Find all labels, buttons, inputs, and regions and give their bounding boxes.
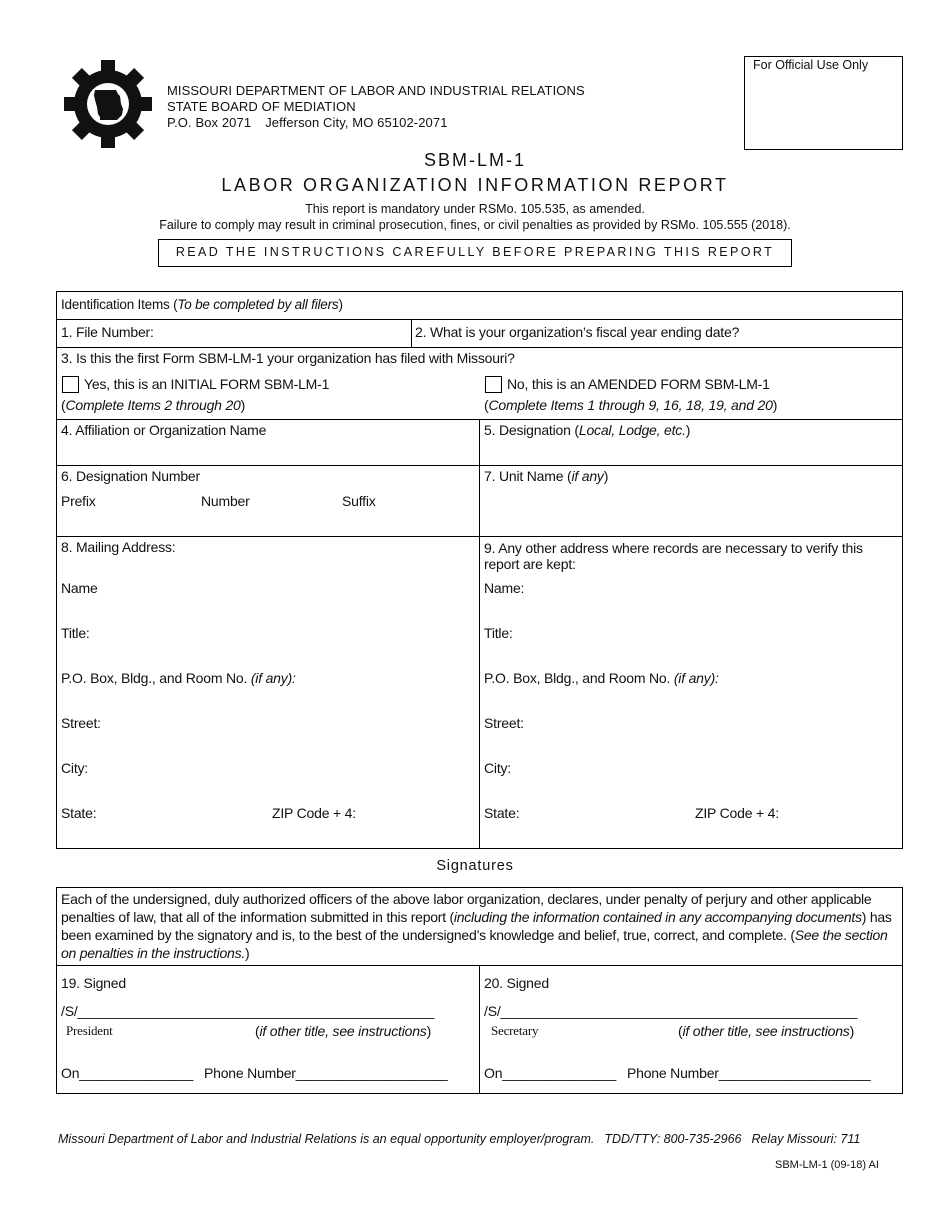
official-use-box: [744, 56, 903, 150]
designation-label: 5. Designation (Local, Lodge, etc.): [484, 422, 691, 438]
mailing-address-label: 8. Mailing Address:: [61, 539, 176, 555]
agency-mailing: [167, 115, 585, 131]
board-name: STATE BOARD OF MEDIATION: [167, 99, 356, 114]
amended-form-note: (Complete Items 1 through 9, 16, 18, 19, and 20): [484, 397, 778, 413]
tdd-number: TDD/TTY: 800-735-2966: [604, 1132, 742, 1146]
po-box-text: P.O. Box 2071: [167, 115, 252, 130]
eoe-statement: Missouri Department of Labor and Industrial Relations is an equal opportunity employer/program.: [58, 1132, 595, 1146]
official-use-label: For Official Use Only: [753, 58, 869, 72]
first-filing-question: 3. Is this the first Form SBM-LM-1 your organization has filed with Missouri?: [61, 350, 515, 366]
mailing-po-box-label: P.O. Box, Bldg., and Room No. (if any):: [61, 670, 296, 686]
designation-number-label: 6. Designation Number: [61, 468, 200, 484]
form-number: SBM-LM-1 (09-18) AI: [775, 1159, 879, 1171]
initial-form-note: (Complete Items 2 through 20): [61, 397, 246, 413]
prefix-label: Prefix: [61, 493, 96, 509]
form-title: LABOR ORGANIZATION INFORMATION REPORT: [221, 175, 729, 195]
agency-name: MISSOURI DEPARTMENT OF LABOR AND INDUSTRIAL RELATIONS: [167, 83, 585, 98]
president-signature-line[interactable]: /S/_______________________________________________: [61, 1003, 435, 1019]
records-street-label: Street:: [484, 715, 524, 731]
mailing-title-label: Title:: [61, 625, 90, 641]
relay-number: Relay Missouri: 711: [751, 1132, 861, 1146]
records-name-label: Name:: [484, 580, 525, 596]
secretary-signed-label: 20. Signed: [484, 975, 549, 991]
organization-name-label: 4. Affiliation or Organization Name: [61, 422, 267, 438]
records-address-label: 9. Any other address where records are necessary to verify this report are kept:: [484, 540, 863, 572]
president-signed-label: 19. Signed: [61, 975, 126, 991]
signatures-heading: Signatures: [436, 858, 514, 874]
mailing-city-label: City:: [61, 760, 89, 776]
mailing-name-label: Name: [61, 580, 98, 596]
secretary-date-line[interactable]: On_______________: [484, 1065, 617, 1081]
declaration-text: Each of the undersigned, duly authorized officers of the above labor organization, declares, under penalty of perjury and other applicable penalties of law, that all of the information submitted in this report (including the information contained in any accompanying documents) has been examined by the signatory and is, to the best of the undersigned’s knowledge and belief, true, correct, and complete. (See the section on penalties in the instructions.): [61, 891, 892, 961]
secretary-phone-line[interactable]: Phone Number____________________: [627, 1065, 871, 1081]
department-seal-logo: [64, 60, 152, 148]
records-state-label: State:: [484, 805, 520, 821]
records-zip-label: ZIP Code + 4:: [695, 805, 779, 821]
suffix-label: Suffix: [342, 493, 376, 509]
records-po-box-label: P.O. Box, Bldg., and Room No. (if any):: [484, 670, 719, 686]
amended-form-checkbox[interactable]: [485, 376, 502, 393]
mailing-zip-label: ZIP Code + 4:: [272, 805, 356, 821]
city-text: Jefferson City, MO 65102-2071: [265, 115, 448, 130]
fiscal-year-label: 2. What is your organization’s fiscal year ending date?: [415, 324, 740, 340]
identification-section: [56, 291, 903, 849]
form-id: SBM-LM-1: [423, 150, 526, 170]
footer-notice: [58, 1132, 860, 1146]
penalty-notice: Failure to comply may result in criminal prosecution, fines, or civil penalties as provided by RSMo. 105.555 (2018).: [159, 218, 791, 232]
president-other-title-note: (if other title, see instructions): [255, 1023, 432, 1039]
amended-form-label: No, this is an AMENDED FORM SBM-LM-1: [507, 376, 770, 392]
secretary-title: Secretary: [491, 1023, 539, 1038]
initial-form-checkbox[interactable]: [62, 376, 79, 393]
initial-form-label: Yes, this is an INITIAL FORM SBM-LM-1: [84, 376, 330, 392]
president-date-line[interactable]: On_______________: [61, 1065, 194, 1081]
file-number-label: 1. File Number:: [61, 324, 154, 340]
mailing-street-label: Street:: [61, 715, 101, 731]
mailing-state-label: State:: [61, 805, 97, 821]
signatures-section: [56, 887, 903, 1094]
read-instructions-banner: READ THE INSTRUCTIONS CAREFULLY BEFORE PREPARING THIS REPORT: [158, 239, 792, 267]
president-title: President: [66, 1023, 113, 1038]
president-phone-line[interactable]: Phone Number____________________: [204, 1065, 448, 1081]
mandatory-notice: This report is mandatory under RSMo. 105.535, as amended.: [305, 202, 645, 216]
records-title-label: Title:: [484, 625, 513, 641]
agency-address: [167, 83, 585, 131]
identification-heading: Identification Items (To be completed by all filers): [61, 297, 343, 312]
number-label: Number: [201, 493, 250, 509]
secretary-signature-line[interactable]: /S/_______________________________________________: [484, 1003, 858, 1019]
secretary-other-title-note: (if other title, see instructions): [678, 1023, 855, 1039]
unit-name-label: 7. Unit Name (if any): [484, 468, 609, 484]
records-city-label: City:: [484, 760, 512, 776]
